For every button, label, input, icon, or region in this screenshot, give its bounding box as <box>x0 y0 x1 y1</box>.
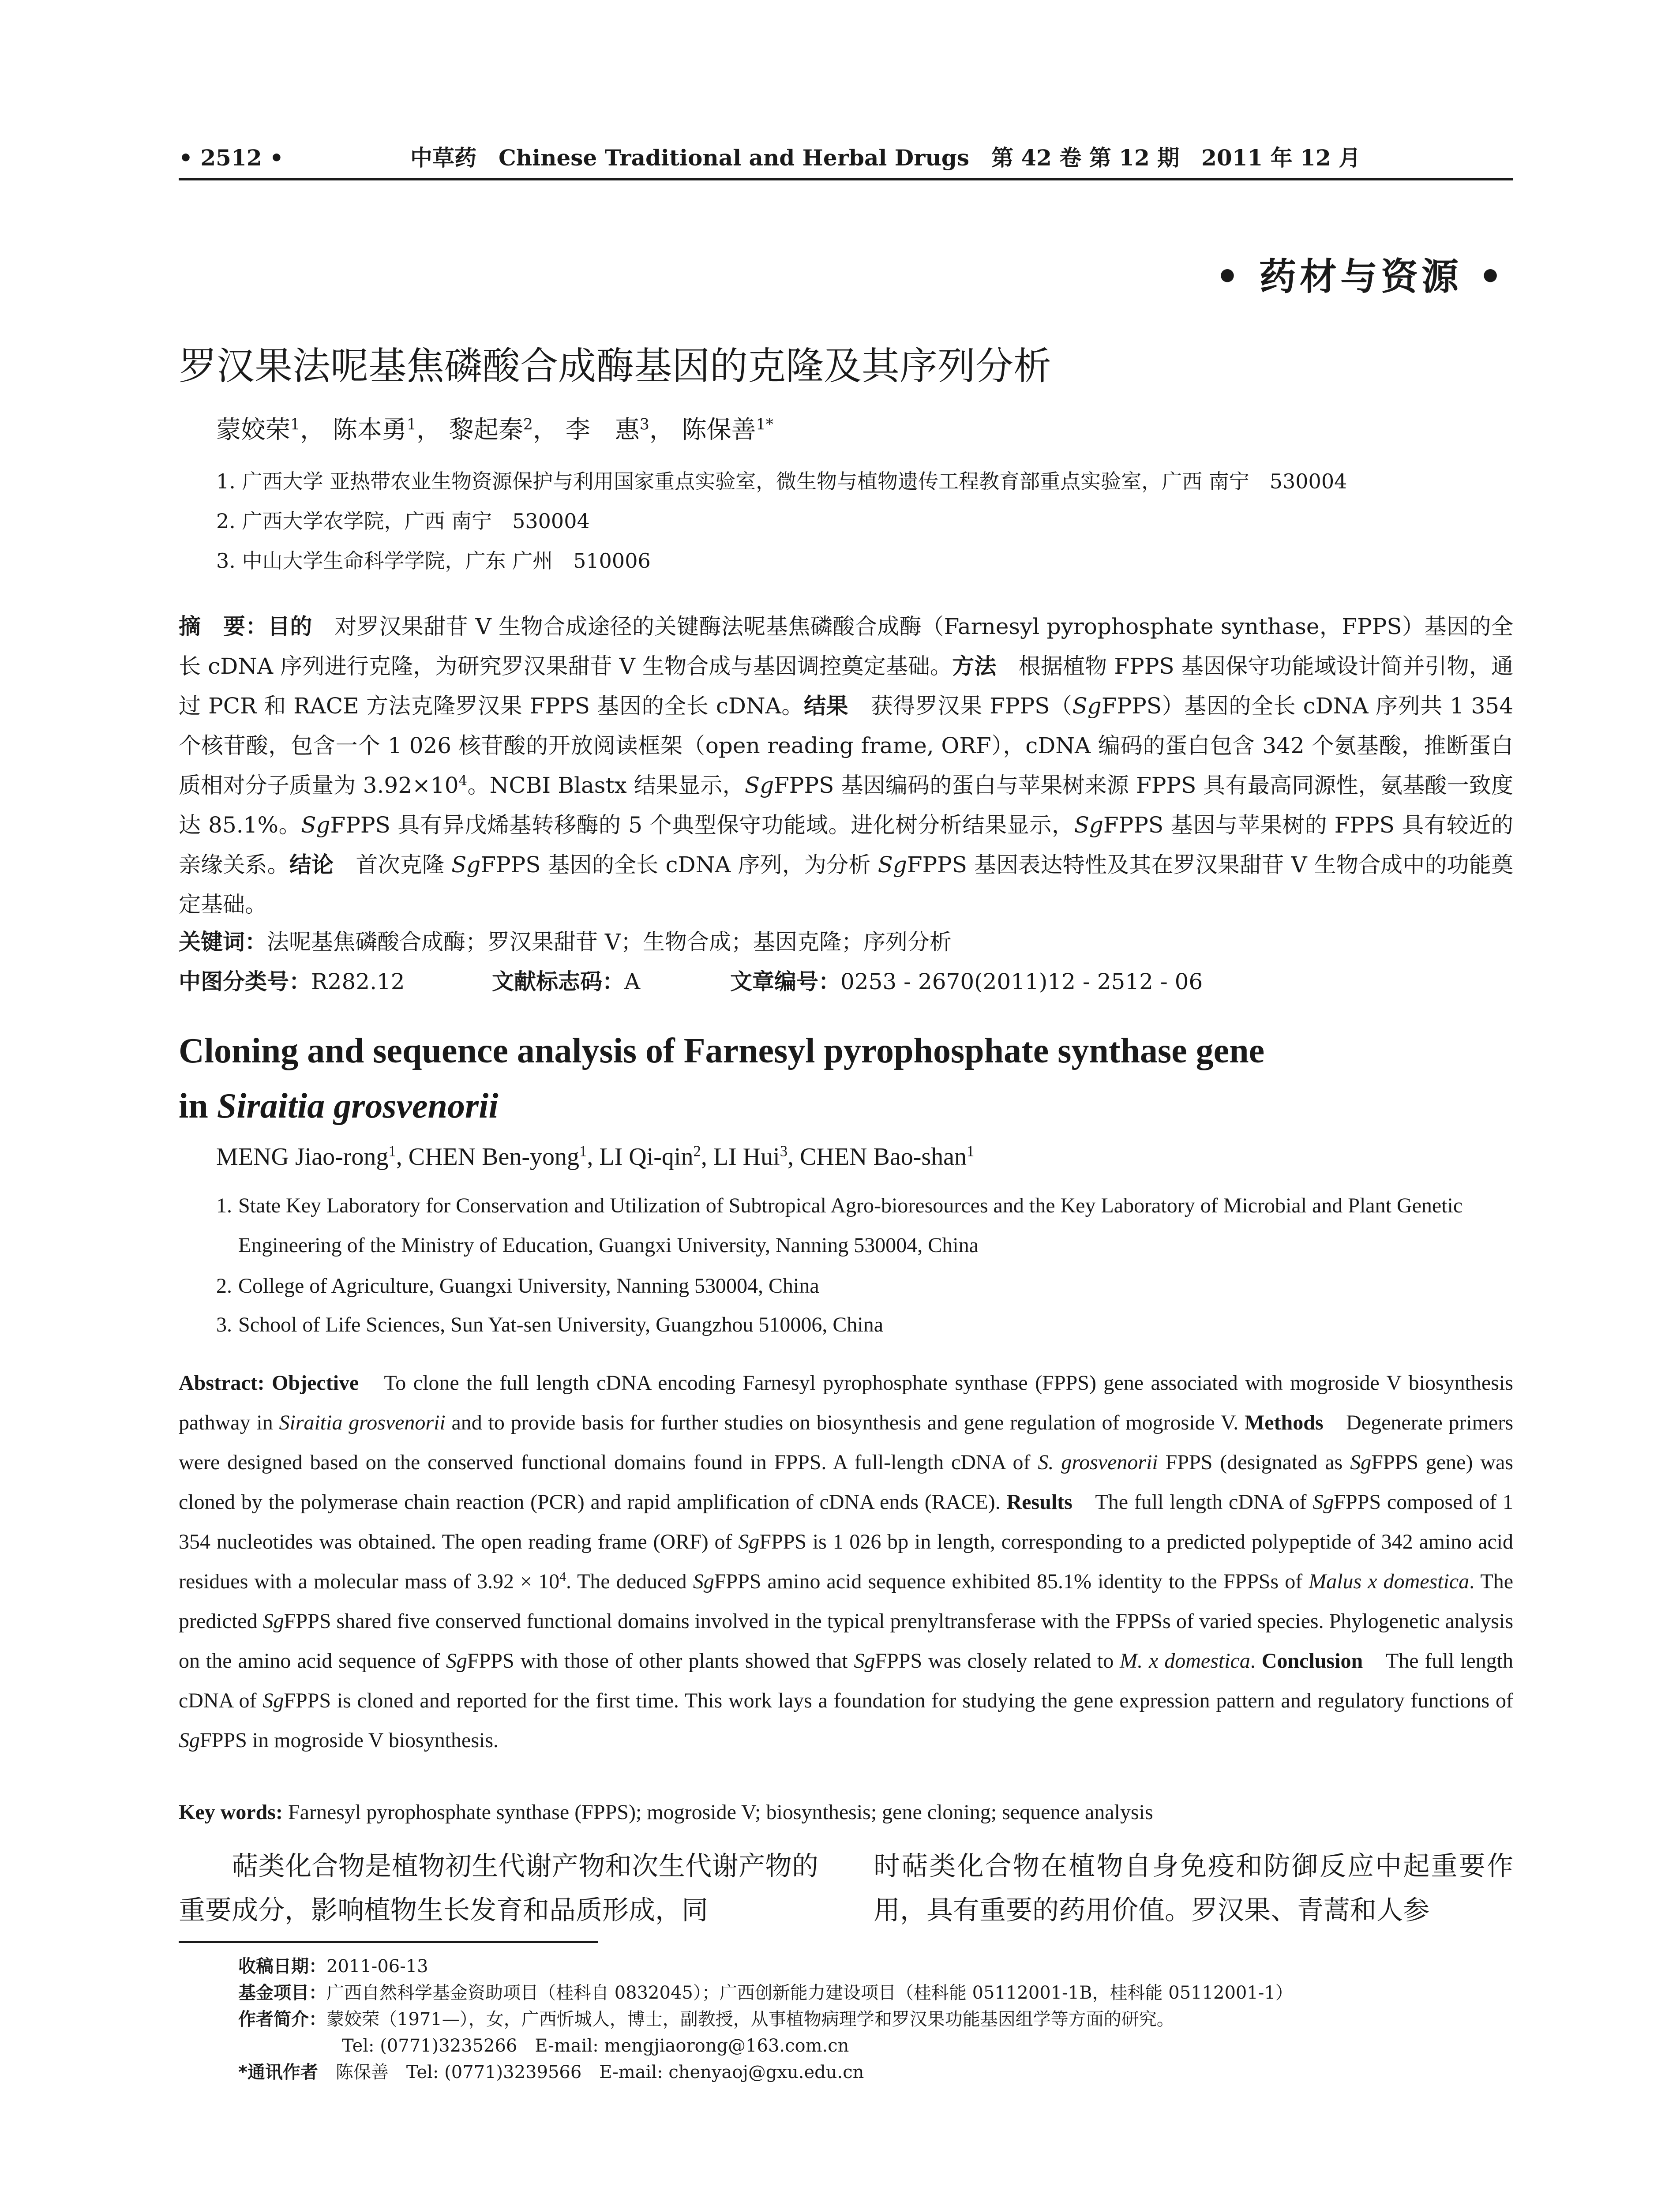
footnote-text: 广西自然科学基金资助项目（桂科自 0832045）；广西创新能力建设项目（桂科能 05112001-1B，桂科能 05112001-1） <box>326 1983 1293 2003</box>
classification-line <box>179 964 1203 996</box>
sg-italic: Sg <box>1350 1451 1372 1474</box>
english-authors: MENG Jiao-rong$^1$, CHEN Ben-yong$^1$, LI Qi-qin$^2$, LI Hui$^3$, CHEN Bao-shan$^1$ <box>216 1142 975 1171</box>
species-italic: Malus x domestica <box>1309 1570 1470 1593</box>
author-name: CHEN Bao-shan <box>800 1143 967 1171</box>
abstract-text: FPPS is cloned and reported for the first time. This work lays a foundation for studying the gene expression pattern and regulatory functions of <box>284 1689 1513 1712</box>
methods-text: 根据植物 FPPS 基因保守功能域设计简并引物，通过 PCR 和 RACE 方法克隆罗汉果 FPPS 基因的全长 cDNA。 <box>179 653 1513 719</box>
clc-label: 中图分类号： <box>179 969 311 994</box>
author-sup: 1 <box>406 416 416 434</box>
chinese-abstract <box>179 607 1513 924</box>
author-sup: 2 <box>693 1142 701 1160</box>
abstract-text: FPPS shared five conserved functional domains involved in the typical prenyltransferase with the FPPSs of varied species. Phylogenetic analysis on the amino acid sequence of <box>179 1609 1513 1673</box>
results-label: 结果 <box>803 693 849 719</box>
footnote-rule <box>179 1941 598 1943</box>
body-column-right: 时萜类化合物在植物自身免疫和防御反应中起重要作用，具有重要的药用价值。罗汉果、青蒿和人参 <box>874 1851 1513 1926</box>
author-sup: 3 <box>639 416 649 434</box>
species-italic: M. x domestica <box>1120 1649 1250 1673</box>
affiliation-text: College of Agriculture, Guangxi University, Nanning 530004, China <box>238 1274 819 1298</box>
objective-text: 对罗汉果甜苷 V 生物合成途径的关键酶法呢基焦磷酸合成酶（Farnesyl pyrophosphate synthase，FPPS）基因的全长 cDNA 序列进行克隆，为研究罗汉果甜苷 V 生物合成与基因调控奠定基础。 <box>179 614 1514 679</box>
conclusion-text: FPPS 基因的全长 cDNA 序列，为分析 <box>480 852 878 878</box>
conclusion-text: 首次克隆 <box>334 852 452 878</box>
keywords-text: 法呢基焦磷酸合成酶；罗汉果甜苷 V；生物合成；基因克隆；序列分析 <box>267 929 952 955</box>
results-text: FPPS 基因与苹果树的 FPPS 具有较近的亲缘关系。 <box>179 812 1513 878</box>
abstract-label: 摘 要： <box>179 614 268 639</box>
author-sup: 1 <box>388 1142 396 1160</box>
author-sup: 1 <box>579 1142 587 1160</box>
sg-italic: Sg <box>1074 812 1103 838</box>
abstract-text: . The predicted <box>179 1570 1513 1633</box>
footnote-text: 蒙姣荣（1971—），女，广西忻城人，博士，副教授，从事植物病理学和罗汉果功能基因组学等方面的研究。 <box>326 2009 1174 2030</box>
sg-italic: Sg <box>744 773 774 798</box>
sg-italic: Sg <box>262 1609 284 1633</box>
english-title <box>179 1024 1513 1134</box>
abstract-text: FPPS is 1 026 bp in length, corresponding to a predicted polypeptide of 342 amino acid residues with a molecular mass of 3.92 × 10 <box>179 1530 1514 1593</box>
footnote-label: 收稿日期： <box>238 1956 326 1977</box>
affiliation-text: State Key Laboratory for Conservation and Utilization of Subtropical Agro-bioresources and the Key Laboratory of Microbial and Plant Genetic Engineering of the Ministry of Education, Guangxi University, Nanning 530004, China <box>238 1194 1463 1257</box>
author-name: LI Hui <box>713 1143 780 1171</box>
species-italic: Siraitia grosvenorii <box>279 1411 446 1434</box>
page-number: • 2512 • <box>179 145 284 171</box>
doc-label: 文献标志码： <box>492 969 624 994</box>
abstract-text: . The deduced <box>566 1570 693 1593</box>
chinese-affiliation-3: 3. 中山大学生命科学学院，广东 广州 510006 <box>216 549 651 573</box>
author-name: 蒙姣荣 <box>216 416 290 444</box>
sg-italic: Sg <box>446 1649 467 1673</box>
body-column-left: 萜类化合物是植物初生代谢产物和次生代谢产物的重要成分，影响植物生长发育和品质形成，同 <box>179 1851 818 1926</box>
abstract-label: Abstract: Objective <box>179 1371 359 1395</box>
author-sup: 3 <box>780 1142 788 1160</box>
results-text: 。NCBI Blastx 结果显示， <box>467 773 745 798</box>
author-sup: 2 <box>523 416 533 434</box>
author-name: LI Qi-qin <box>599 1143 694 1171</box>
author-sup: 1 <box>967 1142 975 1160</box>
abstract-text: FPPS amino acid sequence exhibited 85.1% identity to the FPPSs of <box>714 1570 1309 1593</box>
header-rule <box>179 178 1513 180</box>
english-affiliation-1 <box>216 1186 1487 1265</box>
sg-italic: Sg <box>301 812 330 838</box>
english-keywords <box>179 1800 1153 1824</box>
author-name: 陈本勇 <box>332 416 407 444</box>
footnote-author <box>238 2005 1174 2030</box>
author-name: 陈保善 <box>682 416 756 444</box>
methods-label: Methods <box>1244 1411 1324 1434</box>
english-title-line-2: in <box>179 1087 217 1126</box>
species-italic: Siraitia grosvenorii <box>217 1087 499 1126</box>
footnote-fund <box>238 1979 1293 2004</box>
species-italic: S. grosvenorii <box>1038 1451 1158 1474</box>
keywords-label: Key words: <box>179 1801 283 1824</box>
english-abstract <box>179 1363 1513 1760</box>
results-text: FPPS）基因的全长 cDNA 序列共 1 354 个核苷酸，包含一个 1 026 核苷酸的开放阅读框架（open reading frame, ORF），cDNA 编码的蛋白包含 342 个氨基酸，推断蛋白质相对分子质量为 3.92×10 <box>179 693 1514 798</box>
footnote-label: 基金项目： <box>238 1983 326 2003</box>
abstract-text: . <box>1250 1649 1262 1673</box>
exponent: 4 <box>559 1569 566 1584</box>
results-label: Results <box>1006 1490 1072 1514</box>
sg-italic: Sg <box>451 852 481 878</box>
footnote-label: 作者简介： <box>238 2009 326 2030</box>
clc-value: R282.12 <box>311 969 405 994</box>
article-label: 文章编号： <box>730 969 840 994</box>
footnote-author-contact: Tel: (0771)3235266 E-mail: mengjiaorong@163.com.cn <box>342 2036 849 2056</box>
journal-info: 中草药 Chinese Traditional and Herbal Drugs 第 42 卷 第 12 期 2011 年 12 月 <box>410 145 1361 171</box>
keywords-text: Farnesyl pyrophosphate synthase (FPPS); mogroside V; biosynthesis; gene cloning; sequence analysis <box>282 1801 1153 1824</box>
chinese-authors: 蒙姣荣$^1$， 陈本勇$^1$， 黎起秦$^2$， 李 惠$^3$， 陈保善$^{1*}$ <box>216 416 774 444</box>
chinese-title: 罗汉果法呢基焦磷酸合成酶基因的克隆及其序列分析 <box>179 344 1051 388</box>
abstract-text: FPPS (designated as <box>1158 1451 1350 1474</box>
sg-italic: Sg <box>1072 693 1102 719</box>
english-affiliation-3 <box>216 1305 1487 1345</box>
abstract-text: and to provide basis for further studies on biosynthesis and gene regulation of mogroside V. <box>445 1411 1245 1434</box>
abstract-text: FPPS composed of 1 354 nucleotides was obtained. The open reading frame (ORF) of <box>179 1490 1513 1553</box>
footnote-text: 陈保善 Tel: (0771)3239566 E-mail: chenyaoj@gxu.edu.cn <box>318 2062 864 2082</box>
author-sup: 1* <box>756 416 774 434</box>
affiliation-number: 1. <box>216 1194 232 1217</box>
sg-italic: Sg <box>854 1649 875 1673</box>
abstract-text: The full length cDNA of <box>1072 1490 1313 1514</box>
english-title-line-1: Cloning and sequence analysis of Farnesyl pyrophosphate synthase gene <box>179 1032 1265 1070</box>
footnote-received <box>238 1952 428 1977</box>
results-text: FPPS 具有异戊烯基转移酶的 5 个典型保守功能域。进化树分析结果显示， <box>330 812 1074 838</box>
chinese-affiliation-2: 2. 广西大学农学院，广西 南宁 530004 <box>216 509 590 533</box>
exponent: 4 <box>458 773 468 789</box>
author-sup: 1 <box>290 416 300 434</box>
abstract-text: To clone the full length cDNA encoding Farnesyl pyrophosphate synthase (FPPS) gene associated with mogroside V biosynthesis pathway in <box>179 1371 1513 1434</box>
objective-label: 目的 <box>267 614 312 639</box>
footnote-label: *通讯作者 <box>238 2062 318 2082</box>
affiliation-number: 2. <box>216 1274 232 1298</box>
results-text: 获得罗汉果 FPPS（ <box>848 693 1072 719</box>
conclusion-text: FPPS 基因表达特性及其在罗汉果甜苷 V 生物合成中的功能奠定基础。 <box>179 852 1513 917</box>
abstract-text: FPPS in mogroside V biosynthesis. <box>200 1729 499 1752</box>
abstract-text: Degenerate primers were designed based on the conserved functional domains found in FPPS. A full-length cDNA of <box>179 1411 1513 1474</box>
abstract-text: The full length cDNA of <box>179 1649 1514 1712</box>
footnote-text: 2011-06-13 <box>326 1956 428 1977</box>
doc-value: A <box>624 969 641 994</box>
sg-italic: Sg <box>262 1689 284 1712</box>
author-name: MENG Jiao-rong <box>216 1143 389 1171</box>
author-name: 黎起秦 <box>449 416 523 444</box>
author-name: CHEN Ben-yong <box>408 1143 580 1171</box>
abstract-text: FPPS gene) was cloned by the polymerase chain reaction (PCR) and rapid amplification of cDNA ends (RACE). <box>179 1451 1513 1514</box>
english-affiliation-2 <box>216 1266 1487 1306</box>
abstract-text: FPPS was closely related to <box>875 1649 1120 1673</box>
affiliation-text: School of Life Sciences, Sun Yat-sen University, Guangzhou 510006, China <box>238 1313 884 1336</box>
affiliation-number: 3. <box>216 1313 232 1336</box>
conclusion-label: 结论 <box>289 852 334 878</box>
sg-italic: Sg <box>693 1570 714 1593</box>
results-text: FPPS 基因编码的蛋白与苹果树来源 FPPS 具有最高同源性，氨基酸一致度达 85.1%。 <box>179 773 1513 838</box>
sg-italic: Sg <box>179 1729 200 1752</box>
footnote-corresponding <box>238 2058 864 2083</box>
article-value: 0253 - 2670(2011)12 - 2512 - 06 <box>840 969 1203 994</box>
sg-italic: Sg <box>1312 1490 1334 1514</box>
chinese-affiliation-1: 1. 广西大学 亚热带农业生物资源保护与利用国家重点实验室，微生物与植物遗传工程教育部重点实验室，广西 南宁 530004 <box>216 469 1347 493</box>
sg-italic: Sg <box>878 852 907 878</box>
abstract-text: FPPS with those of other plants showed that <box>467 1649 854 1673</box>
running-header <box>179 140 1513 176</box>
methods-label: 方法 <box>952 653 997 679</box>
section-tag: • 药材与资源 • <box>1215 255 1506 298</box>
chinese-keywords <box>179 924 952 956</box>
author-name: 李 惠 <box>565 416 640 444</box>
conclusion-label: Conclusion <box>1261 1649 1363 1673</box>
sg-italic: Sg <box>738 1530 760 1553</box>
keywords-label: 关键词： <box>179 929 267 955</box>
